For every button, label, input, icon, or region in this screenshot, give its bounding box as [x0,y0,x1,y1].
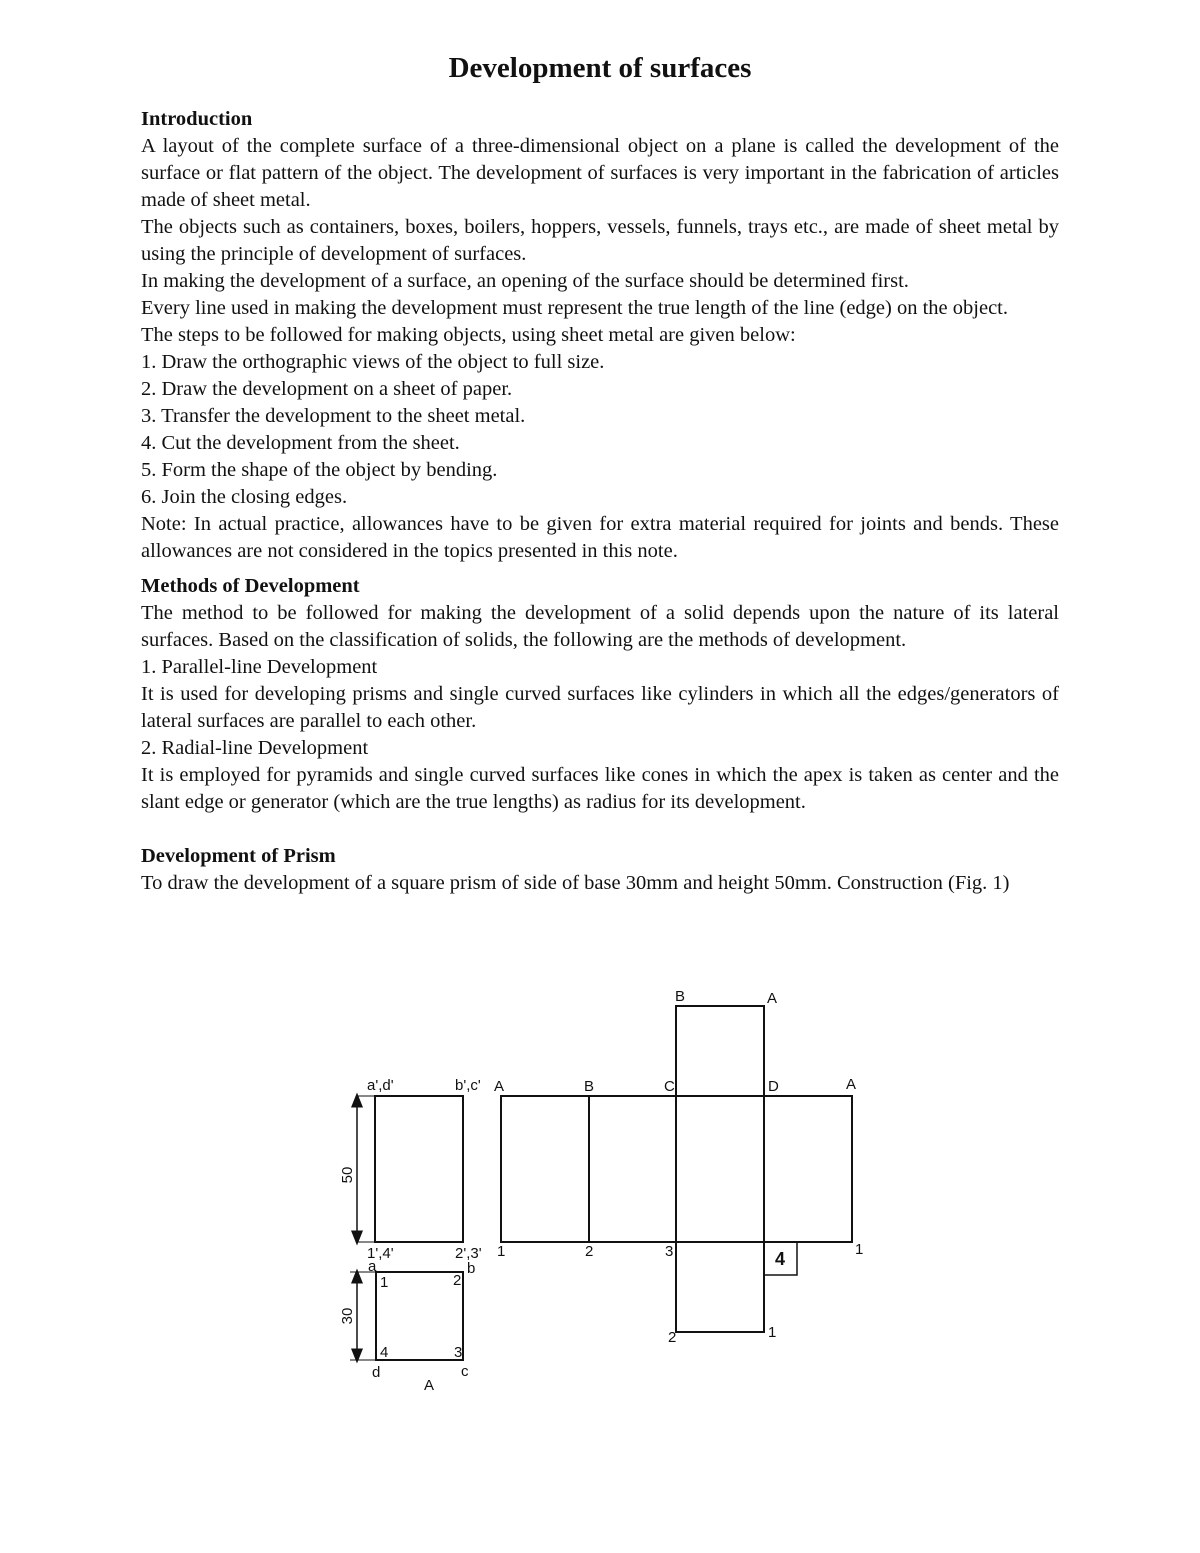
front-label-top-right: b',c' [455,1077,481,1094]
method-1-text: It is used for developing prisms and single curved surfaces like cylinders in which all the edges/generators of lateral surfaces are parallel to each other. [141,683,1059,732]
top-label-3: 3 [454,1344,463,1361]
development-pattern [501,1006,852,1332]
intro-paragraph-3: In making the development of a surface, an opening of the surface should be determined first. [141,270,909,292]
front-label-bottom-left: 1',4' [367,1245,394,1262]
intro-paragraph-5: The steps to be followed for making objects, using sheet metal are given below: [141,324,796,346]
intro-paragraph-4: Every line used in making the development must represent the true length of the line (edge) on the object. [141,297,1008,319]
lateral-surface-strip [501,1096,852,1242]
front-label-bottom-right: 2',3' [455,1245,482,1262]
page-title: Development of surfaces [448,52,752,84]
section-heading-prism: Development of Prism [141,845,336,867]
dev-bottom-face-label: 1 [768,1324,777,1341]
dev-top-label: D [768,1078,779,1095]
dev-top-face-label: B [675,988,686,1005]
dev-bottom-label: 4 [775,1249,786,1269]
step-item: 5. Form the shape of the object by bending. [141,459,498,481]
top-face [676,1006,764,1096]
method-2-title: 2. Radial-line Development [141,737,369,759]
step-item: 6. Join the closing edges. [141,486,348,508]
side-dimension-label: 30 [339,1307,356,1325]
dev-top-label: A [494,1078,505,1095]
top-view-label-A: A [424,1377,435,1394]
front-label-top-left: a',d' [367,1077,394,1094]
top-label-b: b [467,1260,476,1277]
intro-paragraph-1: A layout of the complete surface of a three-dimensional object on a plane is called the development of the surface or flat pattern of the object. The development of surfaces is very important in the fabrication of articles made of sheet metal. [141,135,1059,211]
top-label-2: 2 [453,1272,462,1289]
dev-bottom-label: 2 [585,1243,594,1260]
dev-top-label: C [664,1078,675,1095]
document-body [141,106,1059,897]
step-item: 3. Transfer the development to the sheet metal. [141,405,526,427]
dev-top-label: B [584,1078,595,1095]
dev-top-label: A [846,1076,857,1093]
method-1-title: 1. Parallel-line Development [141,656,378,678]
step-item: 2. Draw the development on a sheet of paper. [141,378,513,400]
top-label-d: d [372,1364,381,1381]
dev-bottom-label: 3 [665,1243,674,1260]
step-item: 1. Draw the orthographic views of the object to full size. [141,351,605,373]
section-heading-methods: Methods of Development [141,575,360,597]
dev-top-face-label: A [767,990,778,1007]
top-view-square [376,1272,463,1360]
label-box-4 [764,1242,797,1275]
dev-bottom-face-label: 2 [668,1329,677,1346]
section-heading-introduction: Introduction [141,108,253,130]
intro-note: Note: In actual practice, allowances have to be given for extra material required for joints and bends. These allowances are not considered in the topics presented in this note. [141,513,1059,562]
dev-bottom-label: 1 [497,1243,506,1260]
method-2-text: It is employed for pyramids and single curved surfaces like cones in which the apex is taken as center and the slant edge or generator (which are the true lengths) as radius for its development. [141,764,1059,813]
front-view-rectangle [375,1096,463,1242]
front-view [357,1096,463,1242]
methods-paragraph-1: The method to be followed for making the development of a solid depends upon the nature of its lateral surfaces. Based on the classification of solids, the following are the methods of development. [141,602,1059,651]
top-label-c: c [461,1363,469,1380]
height-dimension-label: 50 [339,1166,356,1184]
dev-bottom-label: 1 [855,1241,864,1258]
top-label-a: a [368,1258,377,1275]
bottom-face [676,1242,764,1332]
top-view [350,1272,463,1360]
top-label-4: 4 [380,1344,389,1361]
step-item: 4. Cut the development from the sheet. [141,432,460,454]
intro-paragraph-2: The objects such as containers, boxes, boilers, hoppers, vessels, funnels, trays etc., are made of sheet metal by using the principle of development of surfaces. [141,216,1059,265]
prism-paragraph-1: To draw the development of a square prism of side of base 30mm and height 50mm. Construction (Fig. 1) [141,872,1010,894]
top-label-1: 1 [380,1274,389,1291]
